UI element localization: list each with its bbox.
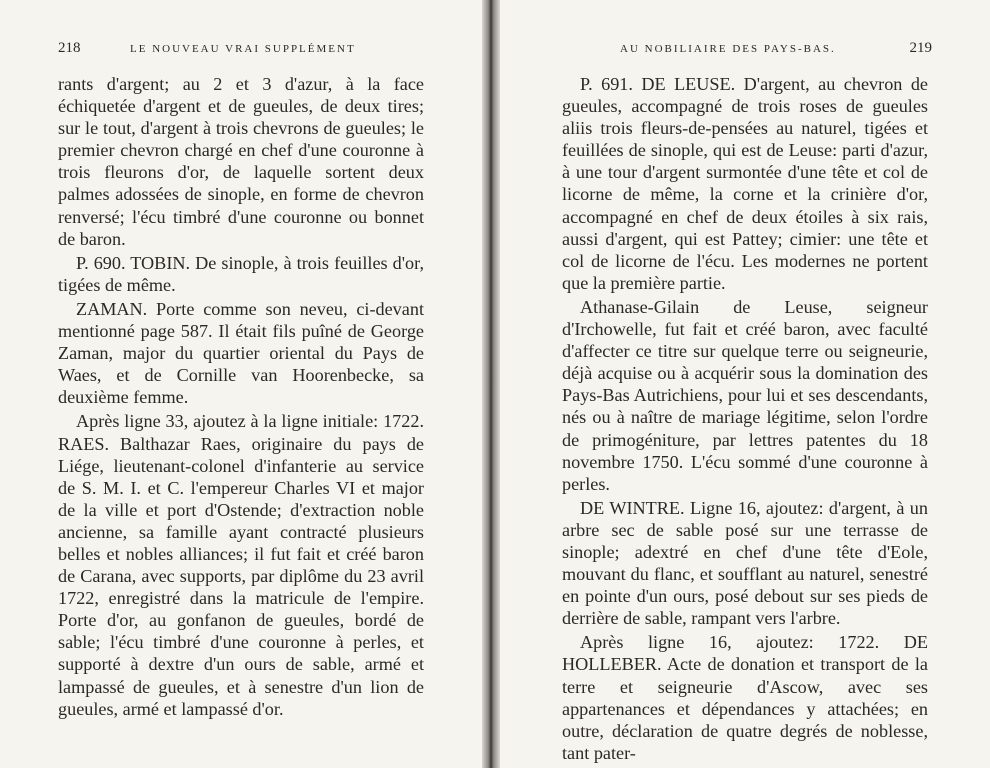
right-page [500, 0, 990, 768]
book-gutter [482, 0, 500, 768]
right-page-header [500, 40, 990, 62]
right-paragraph-3: DE WINTRE. Ligne 16, ajoutez: d'argent, à un arbre sec de sable posé sur une terrasse de sinople; adextré en chef d'une tête d'Eole, mouvant du flanc, et soufflant au naturel, senestré en pointe d'un ours, posé debout sur ses pieds de derrière de sable, rampant vers l'arbre. [562, 497, 928, 629]
right-page-body [562, 73, 928, 764]
left-page-number: 218 [58, 40, 81, 56]
left-running-head: LE NOUVEAU VRAI SUPPLÉMENT [130, 43, 356, 55]
right-paragraph-2: Athanase-Gilain de Leuse, seigneur d'Irchowelle, fut fait et créé baron, avec faculté d'affecter ce titre sur quelque terre ou seigneurie, déjà acquise ou à acquérir sous la domination des Pays-Bas Autrichiens, pour lui et ses descendants, nés ou à naître de mariage légitime, selon l'ordre de primogéniture, par lettres patentes du 18 novembre 1750. L'écu sommé d'une couronne à perles. [562, 296, 928, 494]
left-paragraph-2: P. 690. TOBIN. De sinople, à trois feuilles d'or, tigées de même. [58, 252, 424, 295]
right-running-head: AU NOBILIAIRE DES PAYS-BAS. [620, 43, 836, 55]
left-paragraph-3: ZAMAN. Porte comme son neveu, ci-devant mentionné page 587. Il était fils puîné de George Zaman, major du quartier oriental du Pays de Waes, et de Cornille van Hoorenbecke, sa deuxième femme. [58, 298, 424, 408]
left-paragraph-1: rants d'argent; au 2 et 3 d'azur, à la face échiquetée d'argent et de gueules, de deux tires; sur le tout, d'argent à trois chevrons de gueules; le premier chevron chargé en chef d'une couronne à trois fleurons d'or, de laquelle sortent deux palmes adossées de sinople, en forme de chevron renversé; l'écu timbré d'une couronne ou bonnet de baron. [58, 74, 424, 249]
right-page-number: 219 [909, 40, 932, 56]
left-page [0, 0, 482, 768]
right-paragraph-1: P. 691. DE LEUSE. D'argent, au chevron de gueules, accompagné de trois roses de gueules aliis trois fleurs-de-pensées au naturel, tigées et feuillées de sinople, qui est de Leuse: parti d'azur, à une tour d'argent surmontée d'une tête et col de licorne de même, la corne et la crinière d'or, accompagné en chef de deux étoiles à six rais, aussi d'argent, qui est Pattey; cimier: une tête et col de licorne de l'écu. Les modernes ne portent que la première partie. [562, 74, 928, 293]
right-paragraph-4: Après ligne 16, ajoutez: 1722. DE HOLLEBER. Acte de donation et transport de la terre et seigneurie d'Ascow, avec ses appartenances et dépendances y attachées; en outre, déclaration de quatre degrés de noblesse, tant pater- [562, 632, 928, 763]
left-page-body [58, 73, 424, 720]
left-page-header [0, 40, 482, 62]
left-paragraph-4: Après ligne 33, ajoutez à la ligne initiale: 1722. RAES. Balthazar Raes, originaire du pays de Liége, lieutenant-colonel d'infanterie au service de S. M. I. et C. l'empereur Charles VI et major de la ville et port d'Ostende; d'extraction noble ancienne, sa famille ayant contracté plusieurs belles et nobles alliances; il fut fait et créé baron de Carana, avec supports, par diplôme du 23 avril 1722, enregistré dans la matricule de l'empire. Porte d'or, au gonfanon de gueules, bordé de sable; l'écu timbré d'une couronne à perles, et supporté à dextre d'un ours de sable, armé et lampassé de gueules, et à senestre d'un lion de gueules, armé et lampassé d'or. [58, 411, 424, 719]
